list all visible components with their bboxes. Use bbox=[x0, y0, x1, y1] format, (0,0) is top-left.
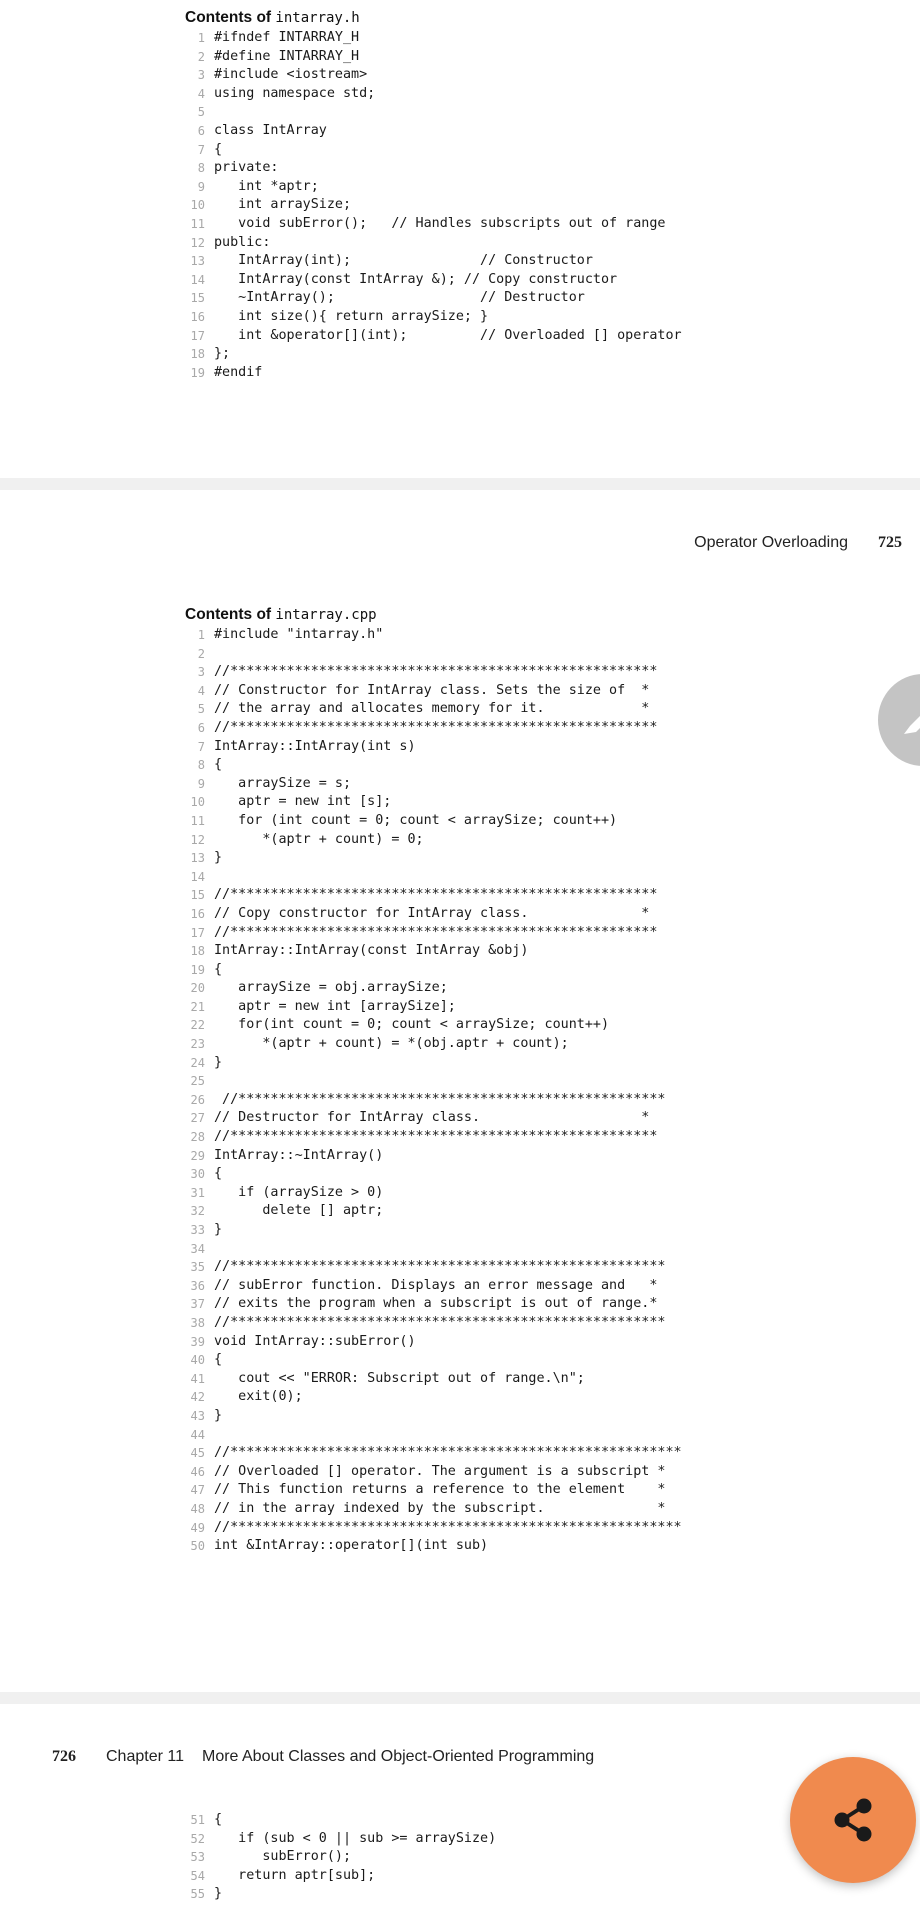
line-number: 36 bbox=[190, 1278, 205, 1293]
code-text: } bbox=[214, 1222, 223, 1237]
line-number: 27 bbox=[190, 1111, 205, 1126]
code-line bbox=[185, 1091, 682, 1110]
code-text: { bbox=[214, 1352, 223, 1368]
line-number: 44 bbox=[190, 1427, 205, 1442]
code-text: } bbox=[214, 1407, 223, 1423]
code-text: //******************************************************** bbox=[214, 1445, 682, 1461]
code-text: // This function returns a reference to the element * bbox=[214, 1482, 666, 1498]
code-text: exit(0); bbox=[214, 1389, 303, 1405]
listing-file-name: intarray.h bbox=[275, 10, 360, 26]
code-text: return aptr[sub]; bbox=[214, 1867, 376, 1883]
code-line bbox=[185, 1481, 682, 1500]
code-listing-intarray-h bbox=[185, 7, 682, 382]
code-line bbox=[185, 1314, 682, 1333]
line-number: 11 bbox=[190, 813, 205, 828]
line-number: 19 bbox=[190, 962, 205, 977]
code-text: aptr = new int [s]; bbox=[214, 794, 392, 810]
line-number: 14 bbox=[190, 272, 205, 287]
code-line bbox=[185, 1035, 682, 1054]
code-text: aptr = new int [arraySize]; bbox=[214, 998, 456, 1014]
code-line bbox=[185, 979, 682, 998]
line-number: 4 bbox=[197, 683, 205, 698]
line-number: 4 bbox=[197, 86, 205, 101]
code-text: // the array and allocates memory for it. * bbox=[214, 701, 650, 717]
code-text: // in the array indexed by the subscript. * bbox=[214, 1500, 666, 1516]
code-text: cout << "ERROR: Subscript out of range.\n"; bbox=[214, 1370, 585, 1386]
code-text: { bbox=[214, 1812, 223, 1827]
code-line bbox=[185, 1054, 682, 1073]
code-line bbox=[185, 1016, 682, 1035]
code-line bbox=[185, 942, 682, 961]
code-line bbox=[185, 1128, 682, 1147]
line-number: 46 bbox=[190, 1464, 205, 1479]
line-number: 9 bbox=[197, 776, 205, 791]
line-number: 17 bbox=[190, 925, 205, 940]
line-number: 8 bbox=[197, 758, 205, 773]
line-number: 11 bbox=[190, 216, 205, 231]
line-number: 23 bbox=[190, 1037, 205, 1052]
code-text: //***************************************************** bbox=[214, 664, 658, 680]
code-text: int &operator[](int); // Overloaded [] operator bbox=[214, 327, 682, 343]
code-line bbox=[185, 1426, 682, 1445]
code-line bbox=[185, 1519, 682, 1538]
code-line bbox=[185, 234, 682, 253]
code-line bbox=[185, 663, 682, 682]
code-line bbox=[185, 1333, 682, 1352]
code-text: IntArray::~IntArray() bbox=[214, 1147, 384, 1163]
code-line bbox=[185, 1407, 682, 1426]
line-number: 29 bbox=[190, 1148, 205, 1163]
code-line bbox=[185, 1444, 682, 1463]
code-line bbox=[185, 719, 682, 738]
code-text: if (arraySize > 0) bbox=[214, 1184, 384, 1200]
line-number: 40 bbox=[190, 1353, 205, 1368]
code-line bbox=[185, 48, 682, 67]
line-number: 9 bbox=[197, 179, 205, 194]
line-number: 49 bbox=[190, 1520, 205, 1535]
line-number: 48 bbox=[190, 1501, 205, 1516]
code-text: IntArray::IntArray(const IntArray &obj) bbox=[214, 943, 529, 959]
line-number: 50 bbox=[190, 1539, 205, 1554]
code-text: //***************************************************** bbox=[214, 887, 658, 903]
code-text: // exits the program when a subscript is out of range.* bbox=[214, 1296, 658, 1312]
code-text: class IntArray bbox=[214, 122, 327, 138]
code-text: delete [] aptr; bbox=[214, 1203, 384, 1219]
code-text: int &IntArray::operator[](int sub) bbox=[214, 1538, 489, 1554]
code-line bbox=[185, 998, 682, 1017]
line-number: 7 bbox=[197, 142, 205, 157]
line-number: 14 bbox=[190, 869, 205, 884]
line-number: 2 bbox=[197, 49, 205, 64]
code-text: int *aptr; bbox=[214, 178, 319, 194]
line-number: 19 bbox=[190, 365, 205, 380]
code-line bbox=[185, 1537, 682, 1556]
line-number: 53 bbox=[190, 1850, 205, 1865]
page-intarray-h bbox=[0, 0, 920, 478]
code-text: arraySize = obj.arraySize; bbox=[214, 980, 448, 996]
code-text: { bbox=[214, 757, 223, 773]
line-number: 10 bbox=[190, 198, 205, 213]
pencil-icon bbox=[900, 704, 920, 738]
line-number: 45 bbox=[190, 1446, 205, 1461]
line-number: 17 bbox=[190, 328, 205, 343]
code-line bbox=[185, 289, 682, 308]
running-head bbox=[52, 1748, 594, 1766]
code-text: for(int count = 0; count < arraySize; count++) bbox=[214, 1017, 610, 1033]
line-number: 18 bbox=[190, 944, 205, 959]
line-number: 16 bbox=[190, 309, 205, 324]
code-line bbox=[185, 66, 682, 85]
code-line bbox=[185, 849, 682, 868]
code-line bbox=[185, 29, 682, 48]
line-number: 13 bbox=[190, 254, 205, 269]
line-number: 18 bbox=[190, 347, 205, 362]
code-line bbox=[185, 1202, 682, 1221]
code-line bbox=[185, 645, 682, 664]
code-text: IntArray(const IntArray &); // Copy constructor bbox=[214, 271, 618, 287]
share-button[interactable] bbox=[790, 1757, 916, 1883]
code-line bbox=[185, 1388, 682, 1407]
line-number: 33 bbox=[190, 1223, 205, 1237]
code-text: } bbox=[214, 1886, 223, 1902]
running-head bbox=[694, 534, 902, 552]
line-number: 51 bbox=[190, 1813, 205, 1827]
code-text: void IntArray::subError() bbox=[214, 1333, 416, 1349]
code-text: }; bbox=[214, 346, 231, 362]
code-text: *(aptr + count) = *(obj.aptr + count); bbox=[214, 1036, 569, 1052]
code-listing-continued bbox=[185, 1811, 496, 1904]
code-text: // Constructor for IntArray class. Sets the size of * bbox=[214, 682, 650, 698]
code-text: IntArray::IntArray(int s) bbox=[214, 738, 416, 754]
listing-file-name: intarray.cpp bbox=[275, 607, 377, 623]
code-line bbox=[185, 1463, 682, 1482]
code-line bbox=[185, 1240, 682, 1259]
code-text: #include "intarray.h" bbox=[214, 627, 384, 642]
code-line bbox=[185, 682, 682, 701]
line-number: 15 bbox=[190, 291, 205, 306]
code-text: // subError function. Displays an error message and * bbox=[214, 1277, 658, 1293]
line-number: 3 bbox=[197, 68, 205, 83]
code-line bbox=[185, 1147, 682, 1166]
line-number: 54 bbox=[190, 1868, 205, 1883]
code-line bbox=[185, 961, 682, 980]
line-number: 38 bbox=[190, 1315, 205, 1330]
line-number: 6 bbox=[197, 720, 205, 735]
code-line bbox=[185, 1184, 682, 1203]
code-line bbox=[185, 159, 682, 178]
code-line bbox=[185, 141, 682, 160]
line-number: 28 bbox=[190, 1130, 205, 1145]
chapter-label: Chapter 11 bbox=[106, 1748, 184, 1765]
line-number: 30 bbox=[190, 1167, 205, 1182]
code-line bbox=[185, 1072, 682, 1091]
code-text: public: bbox=[214, 234, 271, 250]
line-number: 34 bbox=[190, 1241, 205, 1256]
code-text: for (int count = 0; count < arraySize; count++) bbox=[214, 812, 618, 828]
code-text: // Overloaded [] operator. The argument is a subscript * bbox=[214, 1463, 666, 1479]
code-text: #define INTARRAY_H bbox=[214, 48, 360, 64]
code-line bbox=[185, 103, 682, 122]
listing-heading: Contents of intarray.cpp bbox=[185, 606, 377, 623]
line-number: 5 bbox=[197, 105, 205, 120]
line-number: 8 bbox=[197, 161, 205, 176]
page-number: 726 bbox=[52, 1748, 76, 1765]
line-number: 24 bbox=[190, 1055, 205, 1070]
code-line bbox=[185, 271, 682, 290]
code-text: //******************************************************** bbox=[214, 1519, 682, 1535]
line-number: 2 bbox=[197, 646, 205, 661]
code-line bbox=[185, 122, 682, 141]
code-text: } bbox=[214, 1054, 223, 1070]
code-line bbox=[185, 905, 682, 924]
code-text: #endif bbox=[214, 364, 263, 380]
code-line bbox=[185, 756, 682, 775]
code-line bbox=[185, 868, 682, 887]
share-icon bbox=[831, 1797, 875, 1843]
code-text: } bbox=[214, 850, 223, 866]
code-line bbox=[185, 345, 682, 364]
line-number: 35 bbox=[190, 1260, 205, 1275]
code-listing-intarray-cpp bbox=[185, 604, 682, 1556]
line-number: 5 bbox=[197, 702, 205, 717]
code-line bbox=[185, 886, 682, 905]
code-line bbox=[185, 1221, 682, 1240]
line-number: 41 bbox=[190, 1371, 205, 1386]
line-number: 16 bbox=[190, 906, 205, 921]
code-line bbox=[185, 700, 682, 719]
code-text: #ifndef INTARRAY_H bbox=[214, 30, 360, 45]
code-text: subError(); bbox=[214, 1849, 352, 1865]
code-text: arraySize = s; bbox=[214, 775, 352, 791]
code-line bbox=[185, 1277, 682, 1296]
code-text: using namespace std; bbox=[214, 85, 376, 101]
line-number: 12 bbox=[190, 832, 205, 847]
line-number: 7 bbox=[197, 739, 205, 754]
line-number: 15 bbox=[190, 888, 205, 903]
code-text: //***************************************************** bbox=[214, 924, 658, 940]
line-number: 1 bbox=[197, 628, 205, 642]
code-line bbox=[185, 327, 682, 346]
code-text: //****************************************************** bbox=[214, 1314, 666, 1330]
code-text: int size(){ return arraySize; } bbox=[214, 308, 489, 324]
line-number: 52 bbox=[190, 1831, 205, 1846]
code-line bbox=[185, 196, 682, 215]
code-line bbox=[185, 1109, 682, 1128]
code-line bbox=[185, 178, 682, 197]
line-number: 22 bbox=[190, 1018, 205, 1033]
code-text: #include <iostream> bbox=[214, 67, 368, 83]
code-text: // Copy constructor for IntArray class. * bbox=[214, 905, 650, 921]
line-number: 39 bbox=[190, 1334, 205, 1349]
code-text: // Destructor for IntArray class. * bbox=[214, 1110, 650, 1126]
code-text: IntArray(int); // Constructor bbox=[214, 253, 593, 269]
code-text: //***************************************************** bbox=[214, 719, 658, 735]
line-number: 32 bbox=[190, 1204, 205, 1219]
line-number: 47 bbox=[190, 1483, 205, 1498]
page-726 bbox=[0, 1704, 920, 1920]
line-number: 25 bbox=[190, 1074, 205, 1089]
line-number: 26 bbox=[190, 1092, 205, 1107]
code-line bbox=[185, 1885, 496, 1904]
code-text: ~IntArray(); // Destructor bbox=[214, 290, 585, 306]
line-number: 13 bbox=[190, 851, 205, 866]
code-text: //***************************************************** bbox=[214, 1129, 658, 1145]
line-number: 42 bbox=[190, 1390, 205, 1405]
line-number: 55 bbox=[190, 1887, 205, 1902]
code-text: if (sub < 0 || sub >= arraySize) bbox=[214, 1830, 497, 1846]
code-line bbox=[185, 738, 682, 757]
code-text: //****************************************************** bbox=[214, 1259, 666, 1275]
code-line bbox=[185, 1811, 496, 1830]
code-line bbox=[185, 924, 682, 943]
line-number: 10 bbox=[190, 795, 205, 810]
line-number: 6 bbox=[197, 123, 205, 138]
listing-heading: Contents of intarray.h bbox=[185, 9, 360, 26]
code-line bbox=[185, 775, 682, 794]
code-line bbox=[185, 1165, 682, 1184]
line-number: 43 bbox=[190, 1408, 205, 1423]
code-line bbox=[185, 364, 682, 383]
code-lines bbox=[185, 29, 682, 382]
line-number: 37 bbox=[190, 1297, 205, 1312]
code-line bbox=[185, 1830, 496, 1849]
code-line bbox=[185, 1295, 682, 1314]
line-number: 12 bbox=[190, 235, 205, 250]
line-number: 20 bbox=[190, 981, 205, 996]
line-number: 31 bbox=[190, 1185, 205, 1200]
code-line bbox=[185, 252, 682, 271]
code-line bbox=[185, 85, 682, 104]
code-line bbox=[185, 831, 682, 850]
code-text: { bbox=[214, 961, 223, 977]
line-number: 3 bbox=[197, 665, 205, 680]
page-number: 725 bbox=[878, 534, 902, 551]
code-lines bbox=[185, 1811, 496, 1904]
code-line bbox=[185, 1351, 682, 1370]
code-line bbox=[185, 793, 682, 812]
code-line bbox=[185, 626, 682, 645]
page-725 bbox=[0, 490, 920, 1692]
line-number: 1 bbox=[197, 31, 205, 45]
code-line bbox=[185, 1370, 682, 1389]
code-text: int arraySize; bbox=[214, 197, 352, 213]
code-text: private: bbox=[214, 160, 279, 176]
line-number: 21 bbox=[190, 999, 205, 1014]
code-text: *(aptr + count) = 0; bbox=[214, 831, 424, 847]
running-head-title: More About Classes and Object-Oriented Programming bbox=[201, 1748, 595, 1765]
running-head-title: Operator Overloading bbox=[694, 534, 848, 551]
code-line bbox=[185, 215, 682, 234]
code-line bbox=[185, 308, 682, 327]
code-line bbox=[185, 812, 682, 831]
code-text: { bbox=[214, 141, 223, 157]
code-line bbox=[185, 1848, 496, 1867]
code-line bbox=[185, 1867, 496, 1886]
code-lines bbox=[185, 626, 682, 1556]
code-text: void subError(); // Handles subscripts out of range bbox=[214, 215, 666, 231]
code-text: { bbox=[214, 1166, 223, 1182]
code-line bbox=[185, 1500, 682, 1519]
code-line bbox=[185, 1258, 682, 1277]
code-text: //***************************************************** bbox=[214, 1091, 666, 1107]
